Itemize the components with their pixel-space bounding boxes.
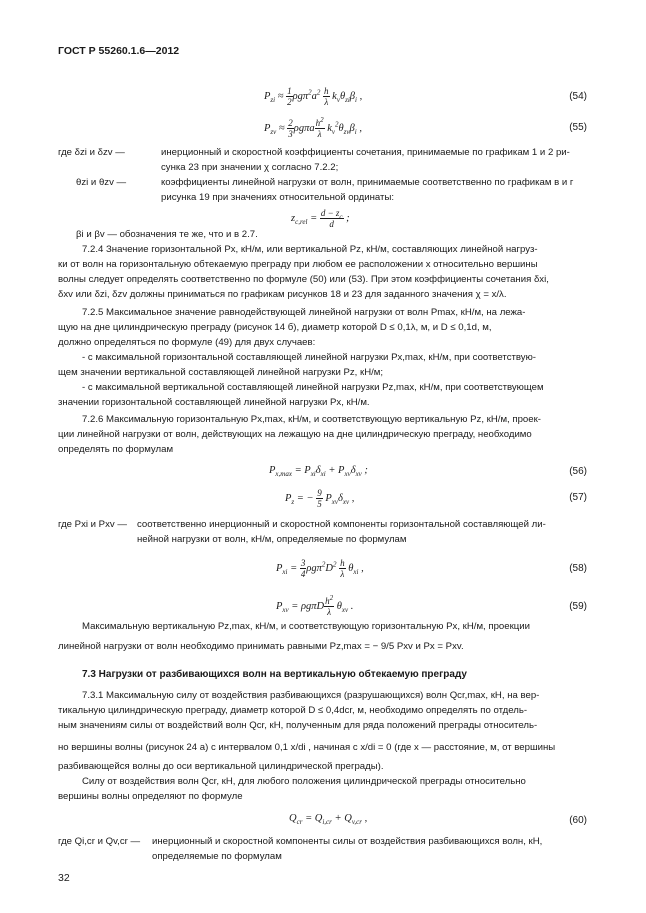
equation-number-57: (57) <box>569 492 587 503</box>
equation-number-60: (60) <box>569 815 587 826</box>
equation-zc-rel: $z_{c,rel}$ = $\frac{d - z_c}{d}$ ; <box>291 208 350 229</box>
para-731-line4: но вершины волны (рисунок 24 а) с интервалом 0,1 x/di , начиная с x/di = 0 (где x — расстояние, м, от вершины <box>58 742 556 753</box>
equation-58: $P_{xi}$ = $\frac{3}{4}$ $\rho g\pi^2D^2$ $\frac{h}{\lambda}$ $\theta_{xi}$ , <box>276 558 364 579</box>
equation-57: $P_z$ = − $\frac{9}{5}$ $P_{xv}\delta_{xv}$ , <box>285 488 355 509</box>
definition-pxi-line1: соответственно инерционный и скоростной компоненты горизонтальной составляющей ли- <box>137 519 546 530</box>
para-725-line6: - с максимальной вертикальной составляющей линейной нагрузки Pz,max, кН/м, при соответствующем <box>82 382 544 393</box>
definition-beta: βi и βv — обозначения те же, что и в 2.7. <box>76 229 258 240</box>
para-724-line1: 7.2.4 Значение горизонтальной Px, кН/м, или вертикальной Pz, кН/м, составляющих линейной нагруз- <box>82 244 538 255</box>
definition-theta-line1: коэффициенты линейной нагрузки от волн, принимаемые соответственно по графикам в и г <box>161 177 574 188</box>
para-max-line1: Максимальную вертикальную Pz,max, кН/м, и соответствующую горизонтальную Px, кН/м, проекции <box>82 621 530 632</box>
equation-59: $P_{xv} = \rho g\pi D$ $\frac{h^2}{\lambda}$ $\theta_{xv}$ . <box>276 594 354 617</box>
definition-term-qcr: где Qi,cr и Qv,cr — <box>58 836 141 847</box>
para-724-line4: δxv или δzi, δzv должны приниматься по графикам рисунков 18 и 23 для заданного значения χ = x/λ. <box>58 289 507 300</box>
equation-54: $P_{zi}$ ≈ $\frac{1}{2}$ $\rho g\pi^2a^2$ $\frac{h}{\lambda}$ $k_v\theta_{zi}\beta_i$ , <box>264 86 363 107</box>
definition-term-theta: θzi и θzv — <box>76 177 127 188</box>
para-731-line1: 7.3.1 Максимальную силу от воздействия разбивающихся (разрушающихся) волн Qcr,max, кН, на вер- <box>82 690 540 701</box>
para-max-line2: линейной нагрузки от волн необходимо принимать равными Pz,max = − 9/5 Pxv и Px = Pxv. <box>58 641 464 652</box>
para-731-line3: ным значениям силы от воздействий волн Qcr, кН, полученным для ряда положений преграды относитель- <box>58 720 538 731</box>
definition-theta-line2: рисунка 19 при значениях относительной ординаты: <box>161 192 395 203</box>
para-726-line3: определять по формулам <box>58 444 174 455</box>
definition-qcr-line2: определяемые по формулам <box>152 851 282 862</box>
definition-pxi-line2: нейной нагрузки от волн, кН/м, определяемые по формулам <box>137 534 407 545</box>
definition-delta-line2: сунка 23 при значении χ согласно 7.2.2; <box>161 162 339 173</box>
equation-number-58: (58) <box>569 563 587 574</box>
para-725-line3: должно определяться по формуле (49) для двух случаев: <box>58 337 316 348</box>
equation-60: $Q_{cr} = Q_{i,cr} + Q_{v,cr}$ , <box>289 813 368 827</box>
equation-number-59: (59) <box>569 601 587 612</box>
definition-delta-line1: инерционный и скоростной коэффициенты сочетания, принимаемые по графикам 1 и 2 ри- <box>161 147 570 158</box>
para-731-line2: тикальную цилиндрическую преграду, диаметр которой D ≤ 0,4dcr, м, необходимо определять по отдель- <box>58 705 528 716</box>
para-724-line2: ки от волн на горизонтальную обтекаемую преграду при любом ее расположении x относительно вершины <box>58 259 538 270</box>
para-725-line4: - с максимальной горизонтальной составляющей линейной нагрузки Px,max, кН/м, при соответствую- <box>82 352 536 363</box>
definition-term-pxi: где Pxi и Pxv — <box>58 519 127 530</box>
equation-55: $P_{zv}$ ≈ $\frac{2}{3}$ ρgπa $\frac{h^2}{\lambda}$ $k_v^2\theta_{zv}\beta_i$ , <box>264 116 362 139</box>
para-725-line5: щем значении вертикальной составляющей линейной нагрузки Pz, кН/м; <box>58 367 384 378</box>
para-731-line6: Силу от воздействия волн Qcr, кН, для любого положения цилиндрической преграды относительно <box>82 776 526 787</box>
para-725-line1: 7.2.5 Максимальное значение равнодействующей линейной нагрузки от волн Pmax, кН/м, на лежа- <box>82 307 526 318</box>
definition-qcr-line1: инерционный и скоростной компоненты силы от воздействия разбивающихся волн, кН, <box>152 836 543 847</box>
para-724-line3: волны следует определять соответственно по формуле (50) или (53). При этом коэффициенты сочетания δxi, <box>58 274 549 285</box>
equation-number-55: (55) <box>569 122 587 133</box>
equation-56: $P_{x,max} = P_{xi}\delta_{xi} + P_{xv}\delta_{xv}$ ; <box>269 465 368 479</box>
para-731-line7: вершины волны определяют по формуле <box>58 791 243 802</box>
section-heading-7-3: 7.3 Нагрузки от разбивающихся волн на вертикальную обтекаемую преграду <box>82 669 467 680</box>
page-header: ГОСТ Р 55260.1.6—2012 <box>58 45 180 57</box>
definition-term-delta: где δzi и δzv — <box>58 147 125 158</box>
equation-number-54: (54) <box>569 91 587 102</box>
para-726-line2: ции линейной нагрузки от волн, действующих на лежащую на дне цилиндрическую преграду, необходимо <box>58 429 532 440</box>
para-731-line5: разбивающейся волны до оси вертикальной цилиндрической преграды). <box>58 761 384 772</box>
para-725-line7: значении горизонтальной составляющей линейной нагрузки Px, кН/м. <box>58 397 370 408</box>
equation-number-56: (56) <box>569 466 587 477</box>
page-number: 32 <box>58 872 70 884</box>
para-725-line2: щую на дне цилиндрическую преграду (рисунок 14 б), диаметр которой D ≤ 0,1λ, м, и D ≤ 0,1d, м, <box>58 322 492 333</box>
para-726-line1: 7.2.6 Максимальную горизонтальную Px,max, кН/м, и соответствующую вертикальную Pz, кН/м, проек- <box>82 414 541 425</box>
